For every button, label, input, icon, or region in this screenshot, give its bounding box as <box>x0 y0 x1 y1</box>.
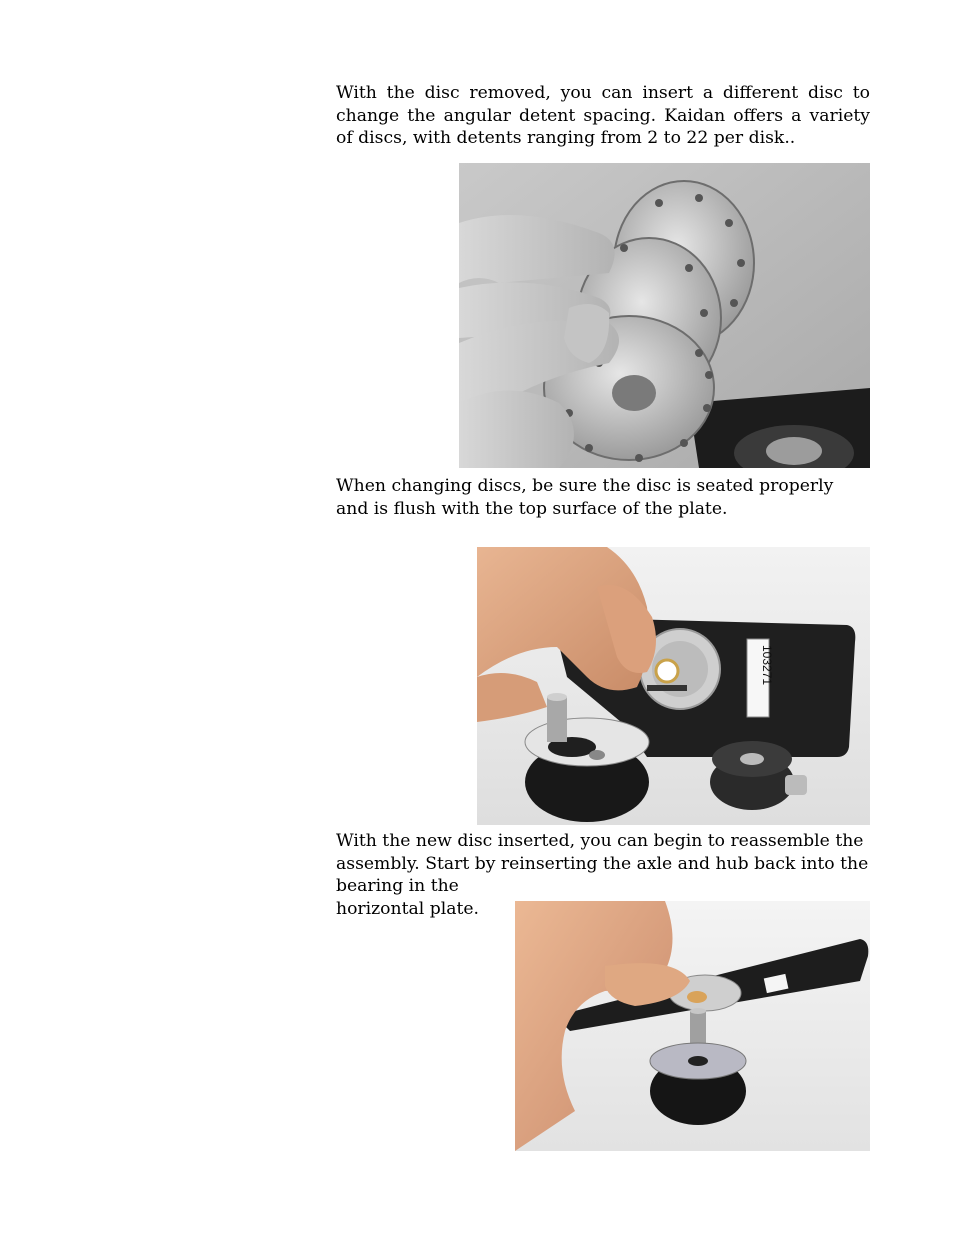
plate-serial-label: 103271 <box>760 645 774 686</box>
paragraph-reassemble-line-2: assembly. Start by reinserting the axle and hub back into the <box>336 853 869 874</box>
photo-hand-holding-detent-discs <box>459 163 870 468</box>
paragraph-disc-removed: With the disc removed, you can insert a different disc to change the angular detent spacing. Kaidan offers a variety of discs, with detents ranging from 2 to 22 per disk.. <box>336 83 870 148</box>
paragraph-changing-discs: When changing discs, be sure the disc is seated properly and is flush with the top surface of the plate. <box>336 476 834 519</box>
paragraph-reassemble-line-3: bearing in the <box>336 876 459 896</box>
photo-inserting-disc-into-plate <box>477 547 870 825</box>
paragraph-reassemble-line-1: With the new disc inserted, you can begin to reassemble the <box>336 831 864 851</box>
paragraph-reassemble-line-4: horizontal plate. <box>336 898 480 919</box>
photo-reinserting-axle-and-hub <box>515 901 870 1151</box>
